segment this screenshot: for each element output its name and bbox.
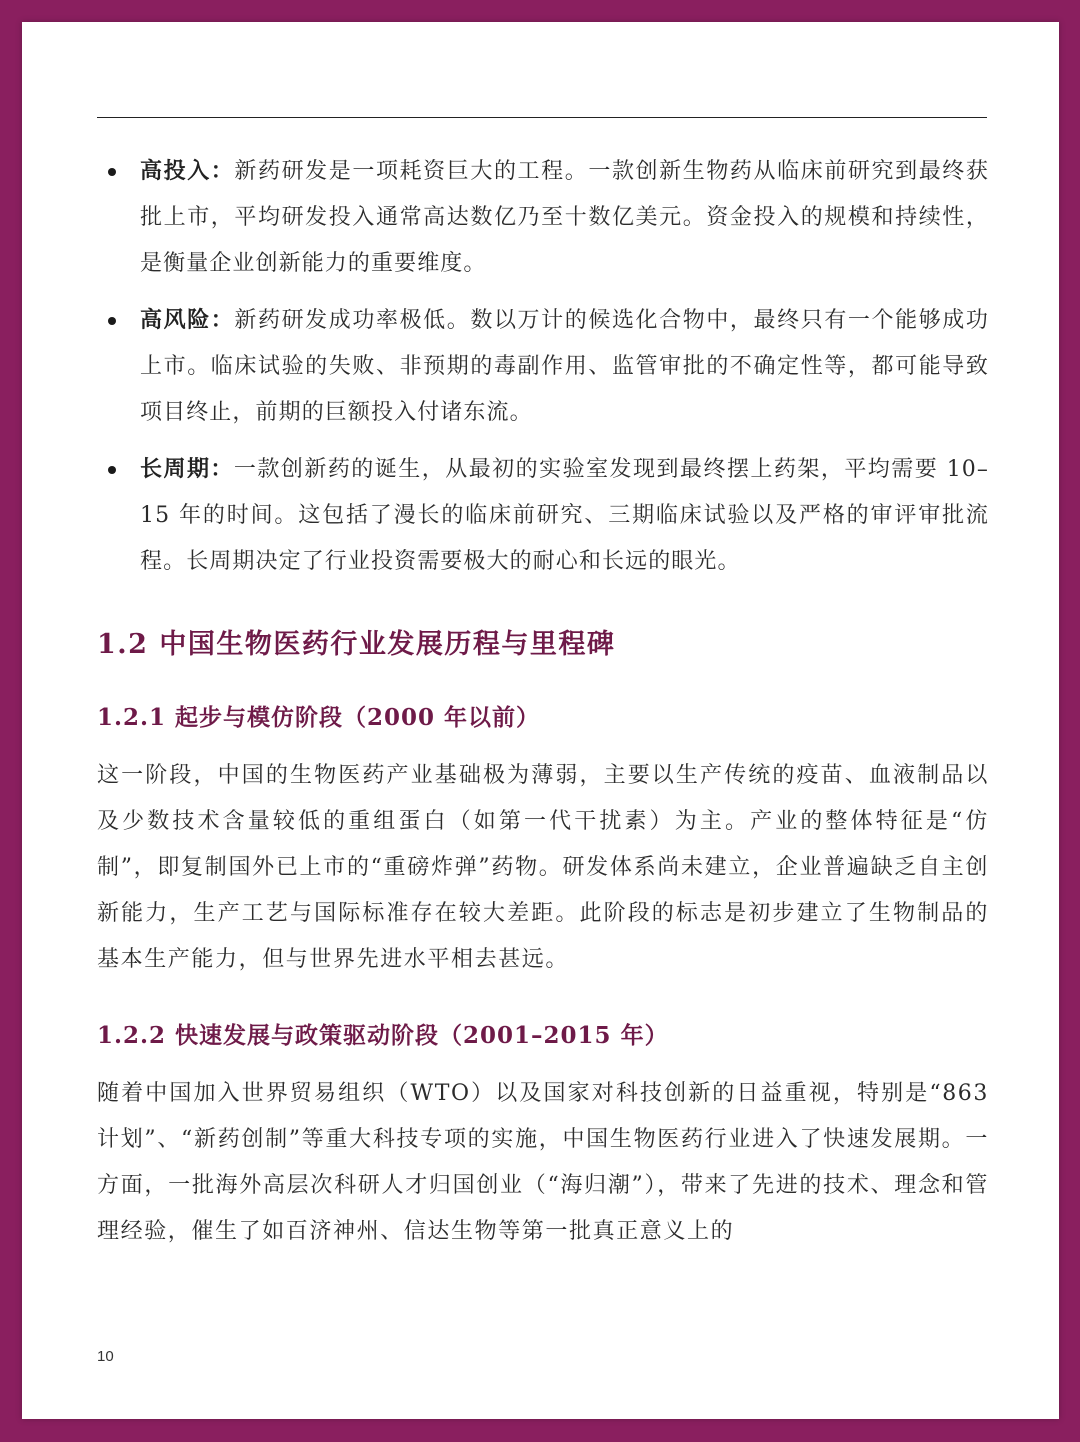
bullet-item-high-risk <box>97 297 989 436</box>
header-rule <box>97 117 987 118</box>
page-number: 10 <box>97 1348 114 1365</box>
bullet-term: 高投入： <box>140 158 235 184</box>
bullet-text: 新药研发成功率极低。数以万计的候选化合物中，最终只有一个能够成功上市。临床试验的失败、非预期的毒副作用、监管审批的不确定性等，都可能导致项目终止，前期的巨额投入付诸东流。 <box>140 308 989 425</box>
bullet-icon <box>108 168 116 176</box>
bullet-text: 一款创新药的诞生，从最初的实验室发现到最终摆上药架，平均需要 10–15 年的时间。这包括了漫长的临床前研究、三期临床试验以及严格的审评审批流程。长周期决定了行业投资需要极大的耐心和长远的眼光。 <box>140 457 990 574</box>
document-page <box>22 22 1059 1419</box>
bullet-icon <box>108 317 116 325</box>
bullet-term: 高风险： <box>140 307 235 333</box>
subsection-title-1-2-1: 1.2.1 起步与模仿阶段（2000 年以前） <box>97 704 541 731</box>
bullet-list <box>97 148 989 585</box>
paragraph-1-2-2: 随着中国加入世界贸易组织（WTO）以及国家对科技创新的日益重视，特别是“863 计划”、“新药创制”等重大科技专项的实施，中国生物医药行业进入了快速发展期。一方面，一批海外高层次科研人才归国创业（“海归潮”），带来了先进的技术、理念和管理经验，催生了如百济神州、信达生物等第一批真正意义上的 <box>97 1081 989 1244</box>
bullet-item-long-cycle <box>97 446 989 585</box>
paragraph-1-2-1: 这一阶段，中国的生物医药产业基础极为薄弱，主要以生产传统的疫苗、血液制品以及少数技术含量较低的重组蛋白（如第一代干扰素）为主。产业的整体特征是“仿制”，即复制国外已上市的“重磅炸弹”药物。研发体系尚未建立，企业普遍缺乏自主创新能力，生产工艺与国际标准存在较大差距。此阶段的标志是初步建立了生物制品的基本生产能力，但与世界先进水平相去甚远。 <box>97 763 989 972</box>
subsection-title-1-2-2: 1.2.2 快速发展与政策驱动阶段（2001–2015 年） <box>97 1022 669 1049</box>
bullet-term: 长周期： <box>140 456 234 482</box>
bullet-icon <box>108 466 116 474</box>
bullet-item-high-investment <box>97 148 989 287</box>
section-title: 1.2 中国生物医药行业发展历程与里程碑 <box>97 629 616 660</box>
page-content <box>97 148 989 1255</box>
bullet-text: 新药研发是一项耗资巨大的工程。一款创新生物药从临床前研究到最终获批上市，平均研发投入通常高达数亿乃至十数亿美元。资金投入的规模和持续性，是衡量企业创新能力的重要维度。 <box>140 159 989 276</box>
